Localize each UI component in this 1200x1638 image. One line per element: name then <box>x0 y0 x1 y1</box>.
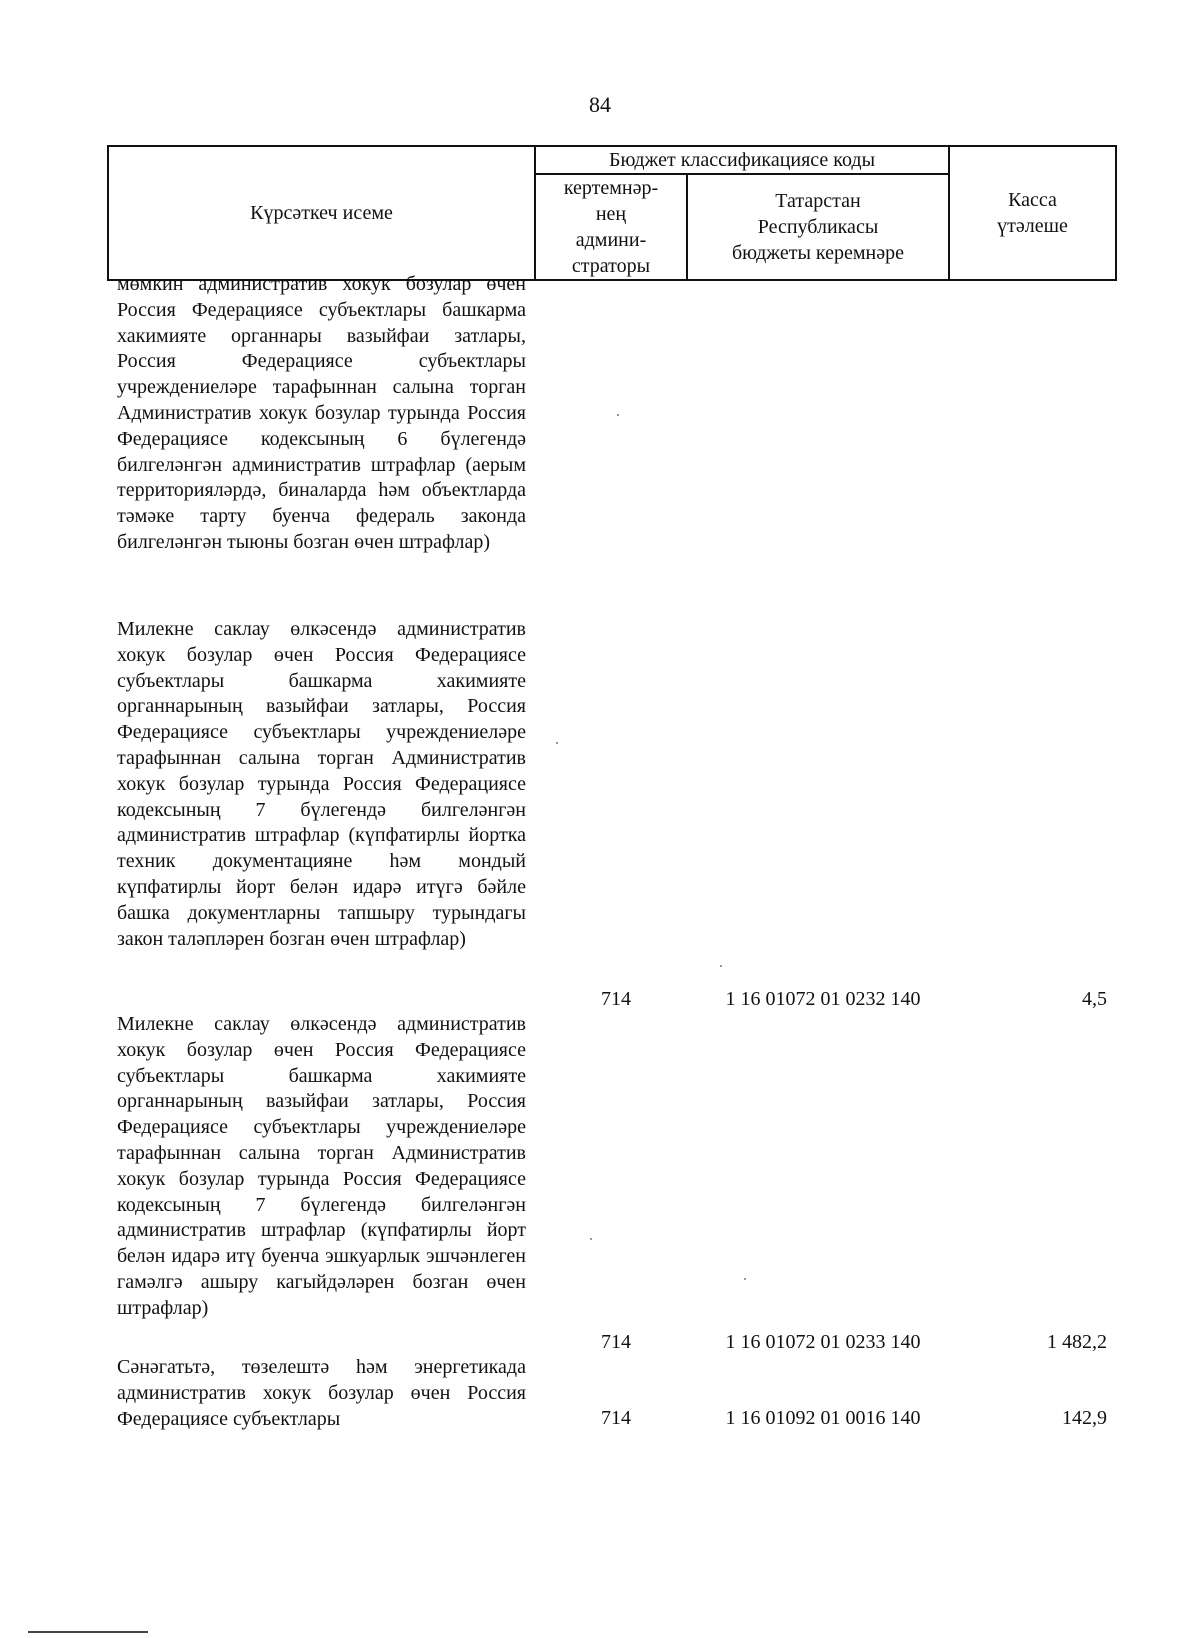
header-cash-execution: Касса үтәлеше <box>949 146 1116 280</box>
row-4-admin: 714 <box>601 1407 631 1429</box>
row-3-cash: 1 482,2 <box>1047 1331 1107 1353</box>
header-budget-code: Бюджет классификациясе коды <box>535 146 949 174</box>
row-3-name: Милекне саклау өлкәсендә административ хокук бозулар өчен Россия Федерациясе субъектлары башкарма хакимияте органнарының вазыйфаи затлары, Россия Федерациясе субъектлары учреждениеләре тарафыннан салына торган Административ хокук бозулар турында Россия Федерациясе кодексының 7 бүлегендә билгеләнгән административ штрафлар (күпфатирлы йорт белән идарә итү буенча эшкуарлык эшчәнлеген гамәлгә ашыру кагыйдәләрен бозган өчен штрафлар) <box>117 1013 526 1319</box>
scan-speck <box>720 965 722 967</box>
page-number: 84 <box>589 92 611 117</box>
row-4-name: Сәнәгатьтә, төзелештә һәм энергетикада административ хокук бозулар өчен Россия Федерациясе субъектлары <box>117 1356 526 1430</box>
row-2-cash: 4,5 <box>1082 988 1107 1010</box>
scan-speck <box>744 1278 746 1280</box>
row-3-code: 1 16 01072 01 0233 140 <box>725 1331 921 1353</box>
footer-line <box>28 1631 148 1633</box>
header-indicator-name: Күрсәткеч исеме <box>108 146 535 280</box>
header-revenue-administrators: кертемнәр- нең админи- страторы <box>535 174 687 280</box>
row-4-cash: 142,9 <box>1062 1407 1107 1429</box>
row-2-name: Милекне саклау өлкәсендә административ хокук бозулар өчен Россия Федерациясе субъектлары башкарма хакимияте органнарының вазыйфаи затлары, Россия Федерациясе субъектлары учреждениеләре тарафыннан салына торган Административ хокук бозулар турында Россия Федерациясе кодексының 7 бүлегендә билгеләнгән административ штрафлар (күпфатирлы йортка техник документацияне һәм мондый күпфатирлы йорт белән идарә итүгә бәйле башка документларны тапшыру турындагы закон таләпләрен бозган өчен штрафлар) <box>117 618 526 950</box>
row-2-admin: 714 <box>601 988 631 1010</box>
row-2-code: 1 16 01072 01 0232 140 <box>725 988 921 1010</box>
row-1-name: мөмкин административ хокук бозулар өчен Россия Федерациясе субъектлары башкарма хакимияте органнары вазыйфаи затлары, Россия Федерациясе субъектлары учреждениеләре тарафыннан салына торган Административ хокук бозулар турында Россия Федерациясе кодексының 6 бүлегендә билгеләнгән административ штрафлар (аерым территорияләрдә, биналарда һәм объектларда тәмәке тарту буенча федераль законда билгеләнгән тыюны бозган өчен штрафлар) <box>117 273 526 553</box>
row-3-admin: 714 <box>601 1331 631 1353</box>
row-4-code: 1 16 01092 01 0016 140 <box>725 1407 921 1429</box>
scan-speck <box>556 742 558 744</box>
scan-speck <box>617 414 619 416</box>
table-header <box>107 145 1117 281</box>
header-republic-revenues: Татарстан Республикасы бюджеты керемнәре <box>687 174 949 280</box>
scan-speck <box>590 1238 592 1240</box>
